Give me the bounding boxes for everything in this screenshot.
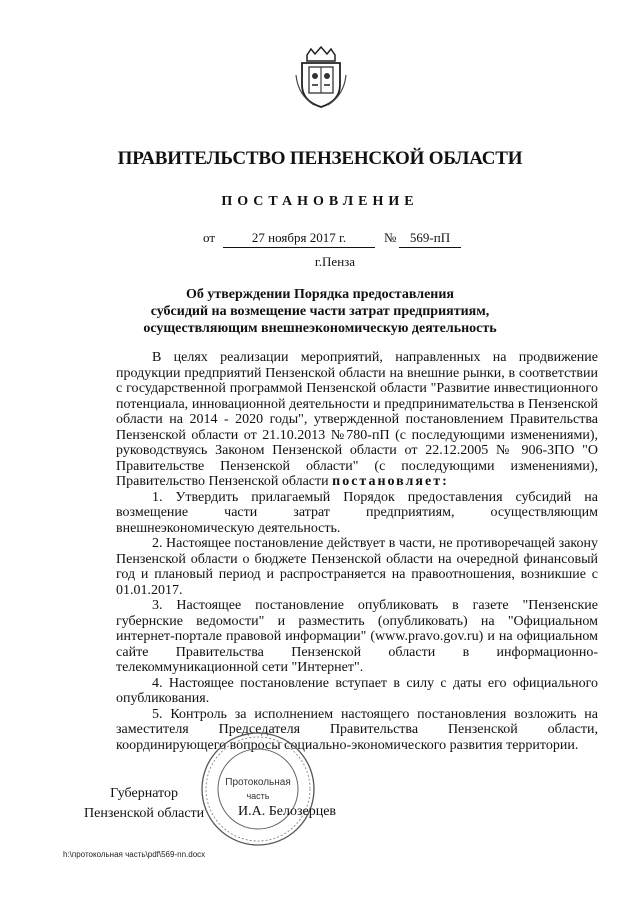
item-1: 1. Утвердить прилагаемый Порядок предоставления субсидий на возмещение части затрат предприятиям, осуществляющим внешнеэкономическую деятельность. xyxy=(116,489,598,536)
document-type: ПОСТАНОВЛЕНИЕ xyxy=(221,194,419,209)
signatory-name: И.А. Белозерцев xyxy=(238,804,337,819)
position-line-1: Губернатор xyxy=(110,786,178,801)
coat-of-arms-emblem xyxy=(294,45,348,109)
title-line-2: субсидий на возмещение части затрат предприятиям, xyxy=(150,304,490,319)
file-path: h:\протокольная часть\pdf\569-nn.docx xyxy=(63,850,206,859)
city: г.Пенза xyxy=(314,254,356,269)
document-title xyxy=(0,286,640,337)
preamble-text: В целях реализации мероприятий, направленных на продвижение продукции предприятий Пензенской области на внешние рынки, в соответствии с государственной программой Пензенской области "Развитие инвестиционного потенциала, инновационной деятельности и предпринимательства в Пензенской области на 2014 - 2020 годы", утвержденной постановлением Правительства Пензенской области от 21.10.2013 №780-пП (с последующими изменениями), руководствуясь Законом Пензенской области от 22.12.2005 № 906-ЗПО "О Правительстве Пензенской области" (с последующими изменениями), Правительство Пензенской области xyxy=(116,350,598,489)
number-prefix: № xyxy=(384,230,397,245)
title-line-1: Об утверждении Порядка предоставления xyxy=(185,287,455,302)
date-number-line xyxy=(203,230,463,248)
stamp-label-line-1: Протокольная xyxy=(225,777,291,788)
signatory-position xyxy=(84,784,204,824)
item-2: 2. Настоящее постановление действует в части, не противоречащей закону Пензенской области о бюджете Пензенской области на очередной финансовый год и плановый период и распространяется на правоотношения, возникшие с 01.01.2017. xyxy=(116,536,598,598)
stamp-label-line-2: часть xyxy=(246,791,270,801)
document-date: 27 ноября 2017 г. xyxy=(223,230,375,248)
document-number: 569-пП xyxy=(399,230,461,248)
title-line-3: осуществляющим внешнеэкономическую деятельность xyxy=(143,321,497,336)
protocol-stamp xyxy=(199,730,317,848)
document-body xyxy=(116,350,598,753)
preamble-paragraph xyxy=(116,350,598,490)
item-4: 4. Настоящее постановление вступает в силу с даты его официального опубликования. xyxy=(116,675,598,706)
position-line-2: Пензенской области xyxy=(84,806,205,821)
resolves-word: постановляет: xyxy=(332,474,449,489)
organization-name: ПРАВИТЕЛЬСТВО ПЕНЗЕНСКОЙ ОБЛАСТИ xyxy=(117,148,523,169)
item-5: 5. Контроль за исполнением настоящего постановления возложить на заместителя Председателя Правительства Пензенской области, координирующего вопросы социально-экономического развития территории. xyxy=(116,706,598,753)
item-3: 3. Настоящее постановление опубликовать в газете "Пензенские губернские ведомости" и разместить (опубликовать) на "Официальном интернет-портале правовой информации" (www.pravo.gov.ru) и на официальном сайте Правительства Пензенской области в информационно-телекоммуникационной сети "Интернет". xyxy=(116,598,598,675)
date-prefix: от xyxy=(203,230,216,245)
